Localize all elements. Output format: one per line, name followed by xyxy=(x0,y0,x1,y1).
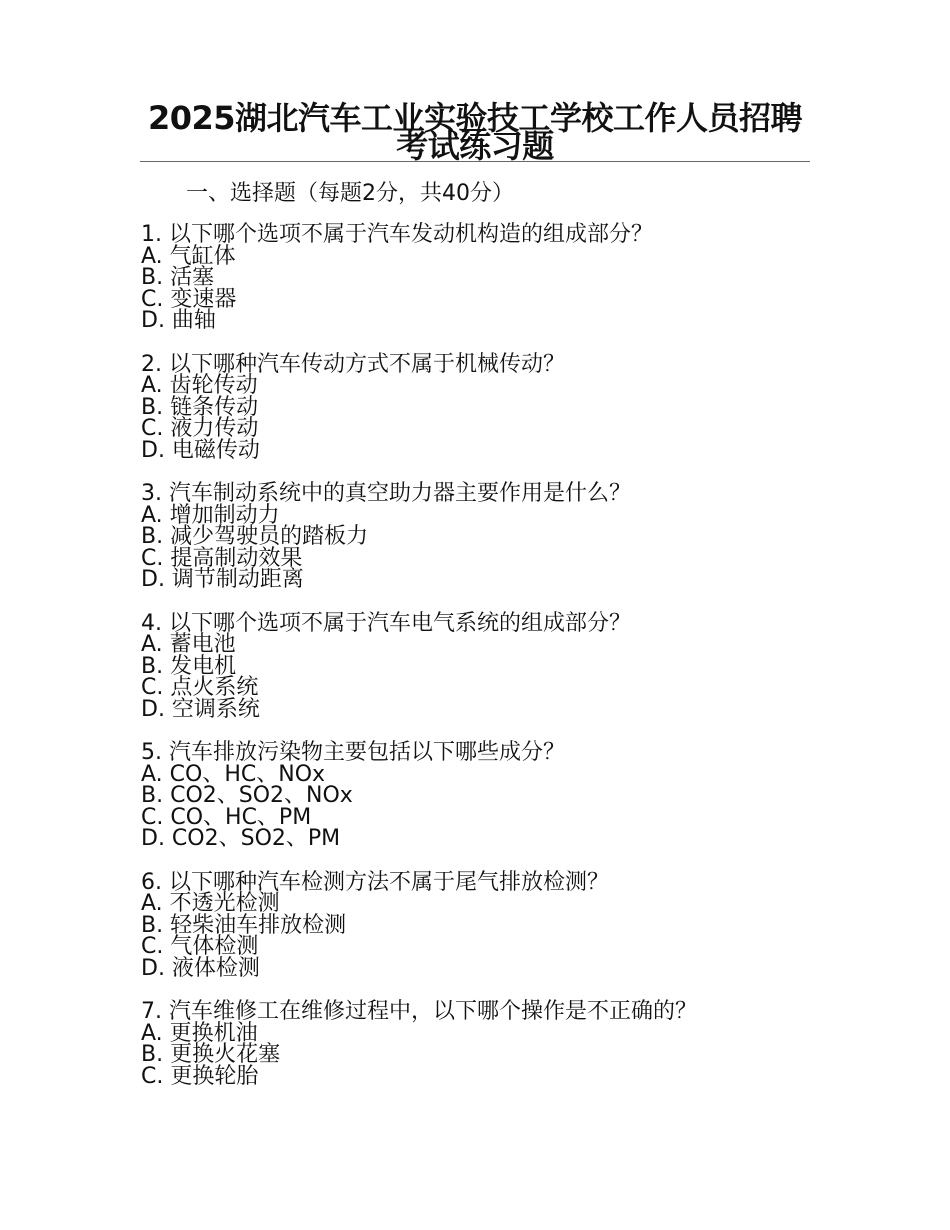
question-2 xyxy=(141,351,821,463)
option-b: B. 链条传动 xyxy=(141,394,259,420)
question-6 xyxy=(141,869,821,981)
question-text: 2. 以下哪种汽车传动方式不属于机械传动？ xyxy=(141,351,565,377)
title-underline xyxy=(140,161,810,162)
option-c: C. 提高制动效果 xyxy=(141,545,303,571)
option-list xyxy=(141,634,821,720)
option-list xyxy=(141,375,821,461)
option-d: D. 空调系统 xyxy=(141,696,260,722)
option-list xyxy=(141,893,821,979)
option-b: B. 轻柴油车排放检测 xyxy=(141,912,347,938)
option-b: B. 活塞 xyxy=(141,265,215,290)
question-text: 3. 汽车制动系统中的真空助力器主要作用是什么？ xyxy=(141,481,631,506)
question-text: 5. 汽车排放污染物主要包括以下哪些成分？ xyxy=(141,740,565,765)
question-3 xyxy=(141,483,821,591)
option-a: A. 更换机油 xyxy=(141,1020,258,1046)
option-list xyxy=(141,761,821,851)
option-b: B. 减少驾驶员的踏板力 xyxy=(141,524,369,549)
option-b: B. 更换火花塞 xyxy=(141,1042,281,1067)
option-a: A. 气缸体 xyxy=(141,243,236,269)
option-c: C. 点火系统 xyxy=(141,675,259,700)
document-title: 2025湖北汽车工业实验技工学校工作人员招聘考试练习题 xyxy=(147,99,803,165)
question-text: 7. 汽车维修工在维修过程中，以下哪个操作是不正确的？ xyxy=(141,999,697,1024)
option-d: D. 调节制动距离 xyxy=(141,567,304,592)
question-5 xyxy=(141,742,821,850)
section-heading: 一、选择题（每题2分，共40分） xyxy=(186,181,514,206)
question-1 xyxy=(141,224,821,332)
option-c: C. 更换轮胎 xyxy=(141,1063,259,1089)
option-b: B. 发电机 xyxy=(141,653,237,679)
option-a: A. 增加制动力 xyxy=(141,502,280,528)
option-c: C. CO、HC、PM xyxy=(141,804,312,830)
option-list xyxy=(141,243,821,333)
question-text: 6. 以下哪种汽车检测方法不属于尾气排放检测？ xyxy=(141,869,609,895)
option-a: A. 齿轮传动 xyxy=(141,373,258,398)
option-a: A. CO、HC、NOx xyxy=(141,761,326,787)
question-text: 4. 以下哪个选项不属于汽车电气系统的组成部分？ xyxy=(141,610,631,636)
question-7 xyxy=(141,1001,821,1087)
option-b: B. CO2、SO2、NOx xyxy=(141,783,353,808)
option-a: A. 蓄电池 xyxy=(141,632,236,657)
option-list xyxy=(141,1020,821,1089)
question-4 xyxy=(141,610,821,722)
question-list xyxy=(141,224,821,1109)
option-c: C. 变速器 xyxy=(141,286,237,312)
option-d: D. 液体检测 xyxy=(141,955,260,981)
question-text: 1. 以下哪个选项不属于汽车发动机构造的组成部分？ xyxy=(141,222,653,247)
option-d: D. 曲轴 xyxy=(141,308,216,333)
option-list xyxy=(141,502,821,592)
option-c: C. 气体检测 xyxy=(141,934,259,959)
option-d: D. 电磁传动 xyxy=(141,437,260,463)
option-c: C. 液力传动 xyxy=(141,416,259,441)
option-d: D. CO2、SO2、PM xyxy=(141,826,341,851)
option-a: A. 不透光检测 xyxy=(141,891,280,916)
